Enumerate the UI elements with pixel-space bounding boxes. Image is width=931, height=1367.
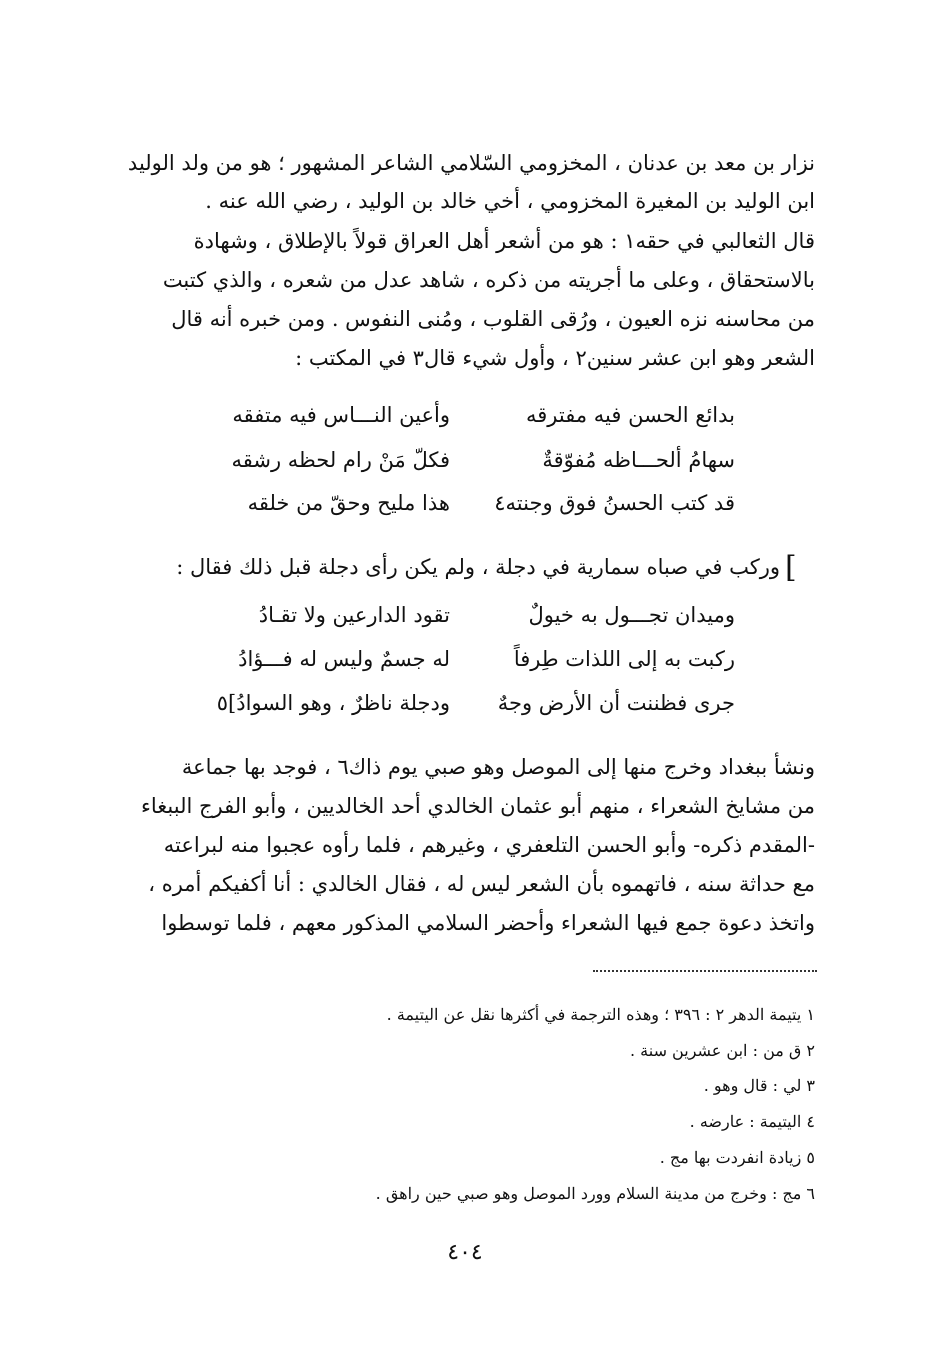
verse-right-hemistich: جرى فظننت أن الأرض وجهٌ bbox=[497, 691, 735, 715]
body-line: وركب في صباه سمارية في دجلة ، ولم يكن رأى دجلة قبل ذلك فقال : bbox=[176, 555, 780, 579]
verse-right-hemistich: بدائع الحسن فيه مفترقه bbox=[526, 403, 735, 427]
body-line: واتخذ دعوة جمع فيها الشعراء وأحضر السلامي المذكور معهم ، فلما توسطوا bbox=[161, 911, 815, 935]
verse-left-hemistich: وأعين النـــاس فيه متفقه bbox=[232, 403, 450, 427]
body-line: الشعر وهو ابن عشر سنين٢ ، وأول شيء قال٣ في المكتب : bbox=[295, 346, 815, 370]
verse-left-hemistich: تقود الدارعين ولا تقـادُ bbox=[258, 603, 450, 627]
footnote: ٢ ق من : ابن عشرين سنة . bbox=[629, 1041, 815, 1060]
body-line: بالاستحقاق ، وعلى ما أجريته من ذكره ، شاهد عدل من شعره ، والذي كتبت bbox=[162, 268, 815, 292]
footnote: ٤ اليتيمة : عارضه . bbox=[689, 1112, 815, 1131]
body-line: -المقدم ذكره- وأبو الحسن التلعفري ، وغيرهم ، فلما رأوه عجبوا منه لبراعته bbox=[163, 833, 815, 857]
body-line: من مشايخ الشعراء ، منهم أبو عثمان الخالدي أحد الخالديين ، وأبو الفرج الببغاء bbox=[141, 794, 815, 818]
page-number: ٤٠٤ bbox=[447, 1240, 483, 1265]
body-line: ابن الوليد بن المغيرة المخزومي ، أخي خالد بن الوليد ، رضي الله عنه . bbox=[205, 189, 815, 213]
footnote: ٣ لي : قال وهو . bbox=[703, 1076, 815, 1095]
opening-bracket: [ bbox=[785, 550, 797, 585]
body-line: مع حداثة سنه ، فاتهموه بأن الشعر ليس له ، فقال الخالدي : أنا أكفيكم أمره ، bbox=[148, 872, 815, 896]
verse-right-hemistich: وميدان تجـــول به خيولٌ bbox=[528, 603, 735, 627]
verse-left-hemistich: فكلّ مَنْ رام لحظه رشقه bbox=[231, 448, 450, 472]
body-line: قال الثعالبي في حقه١ : هو من أشعر أهل العراق قولاً بالإطلاق ، وشهادة bbox=[193, 229, 815, 253]
body-line: ونشأ ببغداد وخرج منها إلى الموصل وهو صبي يوم ذاك٦ ، فوجد بها جماعة bbox=[181, 755, 815, 779]
footnote: ١ يتيمة الدهر ٢ : ٣٩٦ ؛ وهذه الترجمة في أكثرها نقل عن اليتيمة . bbox=[386, 1005, 815, 1024]
footnote: ٦ مج : وخرج من مدينة السلام وورد الموصل وهو صبي حين راهق . bbox=[375, 1184, 815, 1203]
verse-left-hemistich: هذا مليح وحقّ من خلقه bbox=[247, 491, 450, 515]
footnote-separator bbox=[593, 970, 817, 972]
body-line: من محاسنه نزه العيون ، ورُقى القلوب ، ومُنى النفوس . ومن خبره أنه قال bbox=[171, 307, 815, 331]
body-line: نزار بن معد بن عدنان ، المخزومي السّلامي الشاعر المشهور ؛ هو من ولد الوليد bbox=[127, 151, 815, 175]
verse-right-hemistich: سهامُ ألحـــاظه مُفوّقةٌ bbox=[542, 448, 735, 472]
verse-right-hemistich: قد كتب الحسنُ فوق وجنته٤ bbox=[494, 491, 735, 515]
verse-left-hemistich: ودجلة ناظرٌ ، وهو السوادُ]٥ bbox=[216, 691, 450, 715]
footnote: ٥ زيادة انفردت بها مج . bbox=[659, 1148, 815, 1167]
verse-left-hemistich: له جسمٌ وليس له فـــؤادُ bbox=[238, 647, 450, 671]
verse-right-hemistich: ركبت به إلى اللذات طِرفاً bbox=[513, 647, 735, 671]
